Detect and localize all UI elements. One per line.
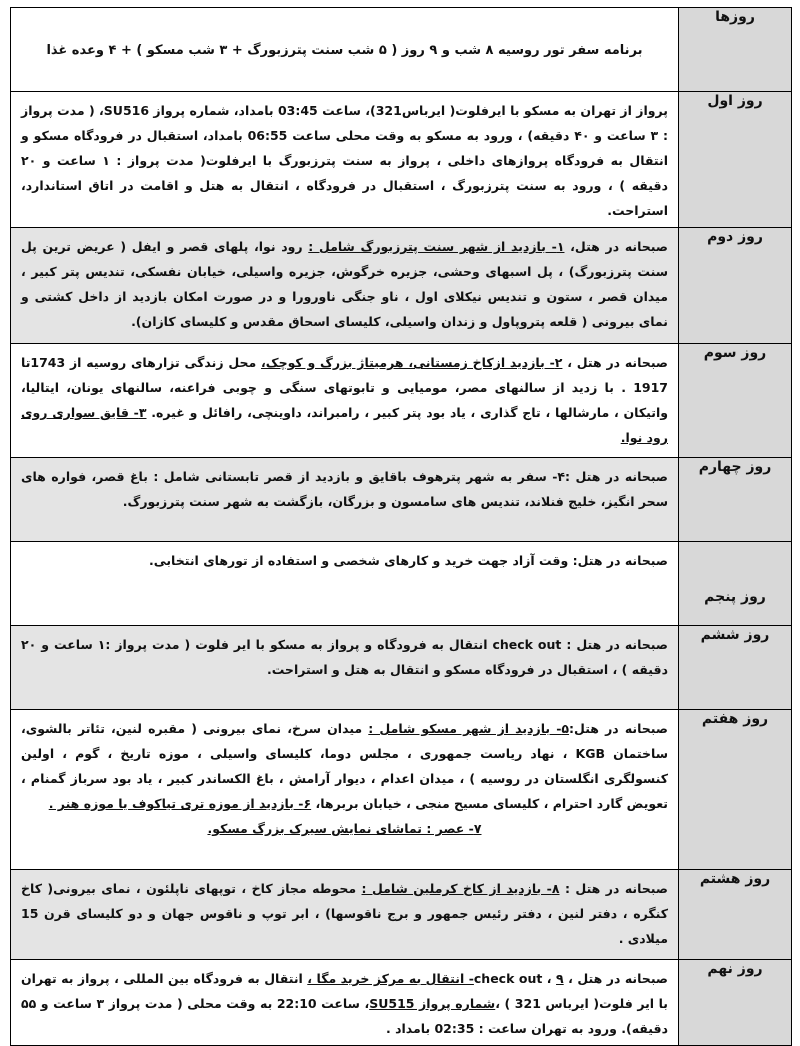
tour-item-underlined: ۱- بازدید از شهر سنت پترزبورگ شامل : bbox=[308, 239, 565, 254]
day-description bbox=[11, 228, 679, 344]
day-label: روز چهارم bbox=[679, 458, 792, 542]
desc-text: صبحانه در هتل: bbox=[569, 721, 668, 736]
days-column-header: روزها bbox=[679, 8, 792, 92]
day-description bbox=[11, 960, 679, 1046]
table-row-day8 bbox=[11, 870, 792, 960]
tour-item-underlined: ۲- بازدید ازکاخ زمستانی، هرمیتاژ بزرگ و کوچک، bbox=[261, 355, 563, 370]
day-description bbox=[11, 344, 679, 458]
desc-text: ، ساعت 22:10 به وقت محلی ( مدت پرواز ۳ ساعت و ۵۵ دقیقه). ورود به تهران ساعت : 02:35 بامداد . bbox=[21, 996, 668, 1036]
desc-text: انتقال به فرودگاه بین المللی ، پرواز به تهران با ایر فلوت( ایرباس 321 ) ، bbox=[21, 971, 669, 1011]
day-description bbox=[11, 870, 679, 960]
desc-text: صبحانه در هتل : bbox=[559, 881, 668, 896]
tour-item-underlined: ۶- بازدید از موزه تری تیاکوف یا موزه هنر . bbox=[48, 796, 312, 811]
desc-text: صبحانه در هتل، bbox=[564, 239, 668, 254]
tour-item-underlined: ۵- بازدید از شهر مسکو شامل : bbox=[368, 721, 570, 736]
day-label: روز هشتم bbox=[679, 870, 792, 960]
day-label: روز سوم bbox=[679, 344, 792, 458]
tour-item-underlined: ۳- قایق سواری روی رود نوا. bbox=[21, 405, 668, 445]
itinerary-table bbox=[10, 7, 792, 1046]
desc-text: صبحانه در هتل ، check out ، bbox=[473, 971, 668, 986]
tour-item-line bbox=[21, 816, 668, 841]
day-description bbox=[11, 710, 679, 870]
day-description: صبحانه در هتل: وقت آزاد جهت خرید و کارهای شخصی و استفاده از تورهای انتخابی. bbox=[11, 542, 679, 626]
table-header-row bbox=[11, 8, 792, 92]
table-row-day7 bbox=[11, 710, 792, 870]
day-label: روز هفتم bbox=[679, 710, 792, 870]
tour-item-underlined: ۸- بازدید از کاخ کرملین شامل : bbox=[361, 881, 560, 896]
day-description: پرواز از تهران به مسکو با ایرفلوت( ایرباس321)، ساعت 03:45 بامداد، شماره پرواز SU516، ( مدت پرواز : ۳ ساعت و ۴۰ دقیقه) ، ورود به مسکو به وقت محلی ساعت 06:55 بامداد، استقبال در فرودگاه مسکو و انتقال به فرودگاه پروازهای داخلی ، پرواز به سنت پترزبورگ با ایرفلوت( مدت پرواز : ۱ ساعت و ۲۰ دقیقه ) ، ورود به سنت پترزبورگ ، استقبال در فرودگاه ، انتقال به هتل و اقامت در اتاق استاندارد، استراحت. bbox=[11, 92, 679, 228]
table-row-day4 bbox=[11, 458, 792, 542]
day-description: صبحانه در هتل :۴- سفر به شهر پترهوف باقایق و بازدید از قصر تابستانی شامل : باغ قصر، فواره های سحر انگیز، خلیج فنلاند، تندیس های سامسون و بزرگان، بازگشت به شهر سنت پترزبورگ. bbox=[11, 458, 679, 542]
day-label: روز اول bbox=[679, 92, 792, 228]
desc-text: رود نوا، پلهای قصر و ایفل ( عریض ترین پل سنت پترزبورگ) ، پل اسبهای وحشی، جزیره خرگوش، جزیره واسیلی، خیابان نفسکی، تندیس پتر کبیر ، میدان قصر ، ستون و تندیس نیکلای اول ، ناو جنگی ناورورا و در صورت امکان بازدید از داخل کشتی و نمای بیرونی ( قلعه پتروپاول و زندان واسیلی، کلیسای اسحاق مقدس و کلیسای کازان). bbox=[21, 239, 668, 329]
day-label: روز ششم bbox=[679, 626, 792, 710]
day-label: روز نهم bbox=[679, 960, 792, 1046]
desc-text: محل زندگی تزارهای روسیه از 1743تا 1917 . با زدید از سالنهای مصر، مومیایی و تابوتهای سنگی و چوبی فراعنه، سالنهای یونان، ایتالیا، واتیکان ، مارشالها ، تاج گذاری ، یاد بود پتر کبیر ، رامبراند، داوینچی، رافائل و غیره. bbox=[21, 355, 668, 420]
table-row-day2 bbox=[11, 228, 792, 344]
table-row-day1 bbox=[11, 92, 792, 228]
itinerary-title: برنامه سفر تور روسیه ۸ شب و ۹ روز ( ۵ شب سنت پترزبورگ + ۳ شب مسکو ) + ۴ وعده غذا bbox=[11, 8, 679, 92]
desc-text: صبحانه در هتل ، bbox=[562, 355, 669, 370]
tour-item-underlined: شماره پرواز SU515 bbox=[369, 996, 496, 1011]
desc-text: میدان سرخ، نمای بیرونی ( مقبره لنین، تئاتر بالشوی، ساختمان KGB ، نهاد ریاست جمهوری ، مجلس دوما، کلیسای واسیلی ، موزه تاریخ ، گوم ، اولین کنسولگری انگلستان در روسیه ) ، میدان اعدام ، دیوار آرامش ، باغ الکساندر کبیر ، یاد بود سرباز گمنام ، تعویض گارد احترام ، کلیسای مسیح منجی ، خیابان بربرها، bbox=[21, 721, 668, 811]
table-row-day6 bbox=[11, 626, 792, 710]
table-row-day3 bbox=[11, 344, 792, 458]
tour-item-underlined: ۷- عصر : تماشای نمایش سیرک بزرگ مسکو. bbox=[207, 821, 482, 836]
day-label: روز دوم bbox=[679, 228, 792, 344]
day-description: صبحانه در هتل : check out انتقال به فرودگاه و پرواز به مسکو با ایر فلوت ( مدت پرواز :۱ ساعت و ۲۰ دقیقه ) ، استقبال در فرودگاه مسکو و انتقال به هتل و استراحت. bbox=[11, 626, 679, 710]
table-row-day9 bbox=[11, 960, 792, 1046]
desc-text: محوطه مجاز کاخ ، توپهای ناپلئون ، نمای بیرونی( کاخ کنگره ، دفتر لنین ، دفتر رئیس جمهور و برج ناقوسها) ، ابر توپ و ناقوس جهان و دو کلیسای قرن 15 میلادی . bbox=[21, 881, 668, 946]
tour-item-underlined: ۹- انتقال به مرکز خرید مگا ، bbox=[307, 971, 564, 986]
day-label: روز پنجم bbox=[679, 542, 792, 626]
table-row-day5 bbox=[11, 542, 792, 626]
